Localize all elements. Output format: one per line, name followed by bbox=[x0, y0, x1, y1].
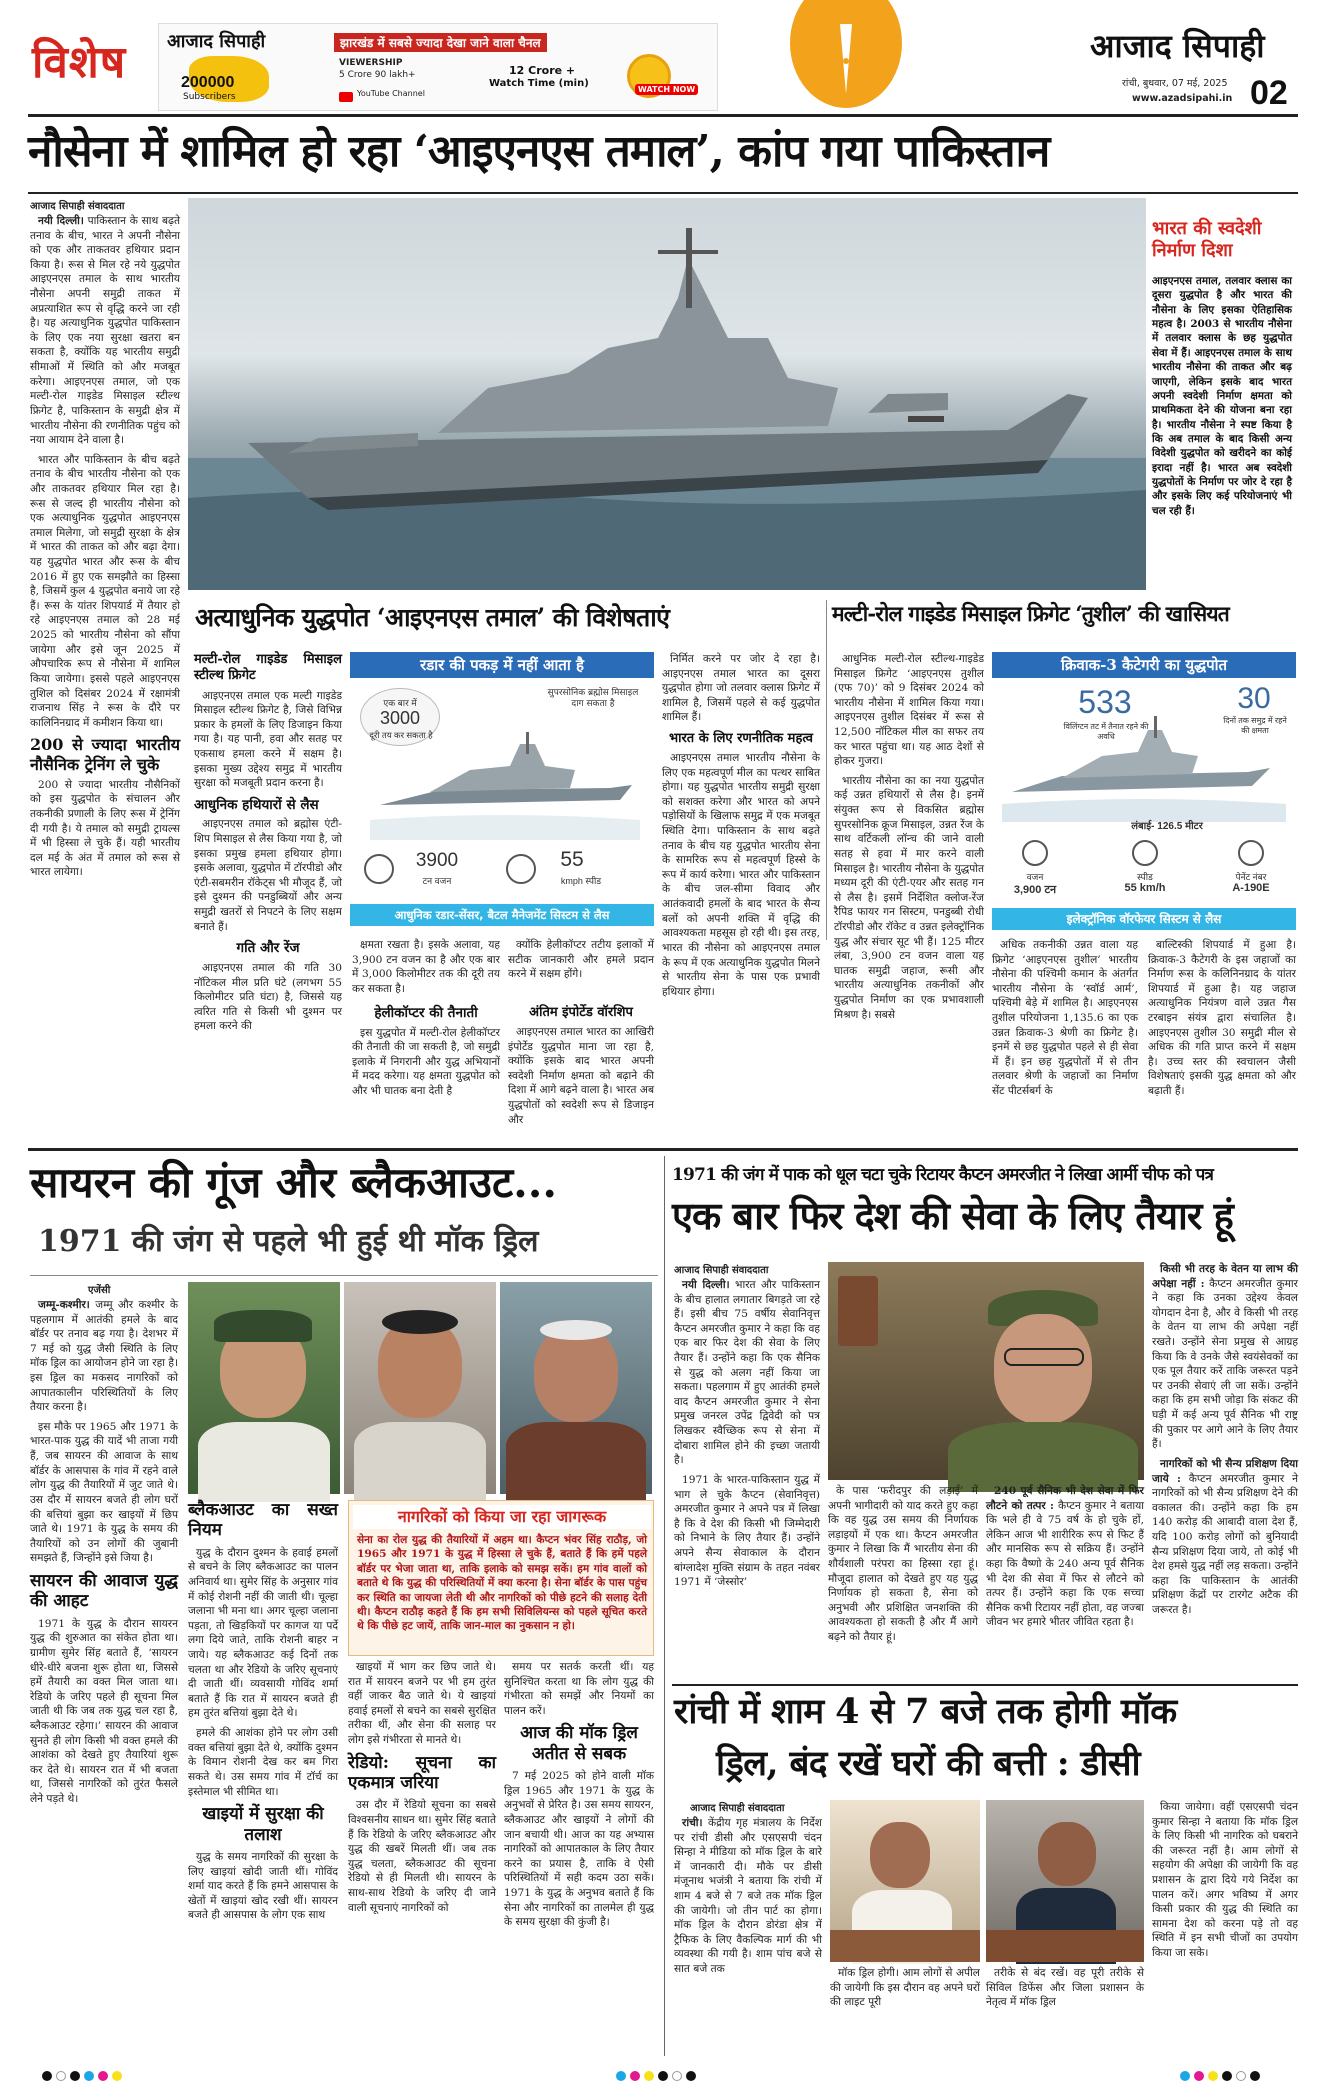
features-column-3b bbox=[508, 1004, 654, 1144]
features-right-title: मल्टी-रोल गाइडेड मिसाइल फ्रिगेट ‘तुशील’ की खासियत bbox=[832, 601, 1229, 626]
feature-paragraph: बाल्टिस्की शिपयार्ड में हुआ है। क्रिवाक-3 कैटेगरी के इस जहाजों का निर्माण रूस के कलिनिनग्राद के यांतर शिपयार्ड में हुआ है। यह जहाज अत्याधुनिक नियंत्रण वाले उन्नत गैस टरबाइन संयंत्र द्वारा संचालित है। आइएनएस तुशील 30 समुद्री मील से अधिक की गति प्राप्त करने में सक्षम है। उच्च स्तर की स्वचालन जैसी विशेषताएं इसकी युद्ध क्षमता को और बढ़ाती हैं। bbox=[1148, 939, 1296, 1098]
ranchi-paragraph: तरीके से बंद रखें। वह पूरी तरीके से सिविल डिफेंस और जिला प्रशासन के नेतृत्व में मॉक ड्रिल bbox=[986, 1967, 1144, 2009]
ranchi-column-1 bbox=[674, 1816, 822, 2060]
range-value: 3000 bbox=[379, 708, 421, 728]
awareness-box-title: नागरिकों को किया जा रहा जागरूक bbox=[353, 1505, 651, 1529]
ranchi-paragraph: किया जायेगा। वहीं एसएसपी चंदन कुमार सिन्हा ने बताया कि मॉक ड्रिल के लिए किसी भी नागरिक को घबराने की जरूरत नहीं है। आम लोगों से सहयोग की अपेक्षा की जायेगी कि वह प्रशासन के द्वारा दिये गये निर्देश का पालन करें। अगर भविष्य में अगर किसी प्रकार की युद्ध की स्थिति का सामना देश को करना पड़े तो वह स्थिति में इन सभी चीजों का उपयोग किया जा सके। bbox=[1152, 1801, 1298, 1960]
ranchi-paragraph: केंद्रीय गृह मंत्रालय के निर्देश पर रांची डीसी और एसएसपी चंदन सिन्हा ने मीडिया को मॉक ड्रिल के बारे में जानकारी दी। मौके पर डीसी मंजूनाथ भजंत्री ने बताया कि रांची में शाम 4 बजे से 7 बजे तक मॉक ड्रिल की जायेगी। जो तीन पार्ट का होगा। मॉक ड्रिल के दौरान डोरंडा क्षेत्र में ट्रैफिक के लिए वैकल्पिक मार्ग की भी व्यवस्था की गयी है। शाम पांच बजे से सात बजे तक bbox=[674, 1817, 822, 1976]
captain-column-3 bbox=[986, 1484, 1144, 1680]
features-column-7 bbox=[1148, 938, 1296, 1142]
captain-headline: एक बार फिर देश की सेवा के लिए तैयार हूं bbox=[672, 1193, 1233, 1238]
magenta-dot bbox=[630, 2071, 640, 2081]
krivak-sea-value: 30 bbox=[1237, 682, 1271, 715]
krivak-pennant-label: पेनेंट नंबर bbox=[1235, 872, 1267, 882]
captain-column-1 bbox=[674, 1278, 820, 1678]
features-left-title: अत्याधुनिक युद्धपोत ‘आइएनएस तमाल’ की विशेषताएं bbox=[195, 603, 670, 632]
ins-tamal-ship-photo bbox=[188, 198, 1146, 590]
section-divider-vertical bbox=[664, 1156, 665, 2056]
krivak-pennant-icon bbox=[1238, 840, 1264, 866]
captain-amarjeet-photo bbox=[828, 1262, 1144, 1480]
feature-paragraph: आइएनएस तमाल को ब्रह्मोस एंटी-शिप मिसाइल से लैस किया गया है, जो इसका प्रमुख हमला हथियार होगा। इसके अलावा, युद्धपोत में टॉरपीडो और एंटी-सबमरीन रॉकेट्स भी मौजूद हैं, जो इसे दुश्मन की पनडुब्बियों और अन्य समुद्री खतरों से निपटने के लिए सक्षम बनाते हैं। bbox=[194, 818, 342, 933]
white-dot bbox=[56, 2071, 66, 2081]
page-number: 02 bbox=[1250, 74, 1296, 114]
ad-brand: आजाद सिपाही bbox=[167, 31, 266, 52]
dc-press-photo bbox=[830, 1800, 980, 1962]
black-dot bbox=[1250, 2071, 1260, 2081]
captain-subhead: किसी भी तरह के वेतन या लाभ की अपेक्षा नहीं : bbox=[1152, 1263, 1298, 1290]
black-dot bbox=[686, 2071, 696, 2081]
features-column-6 bbox=[992, 938, 1138, 1142]
drill-paragraph: 7 मई 2025 को होने वाली मॉक ड्रिल 1965 और 1971 के युद्ध के अनुभवों से प्रेरित है। उस समय सायरन, ब्लैकआउट और खाइयों ने लोगों की जान बचायी थी। आज का यह अभ्यास नागरिकों को आपातकाल के लिए तैयार करने का प्रयास है, ताकि वे ऐसी परिस्थितियों में सही कदम उठा सकें। 1971 के युद्ध के अनुभव बताते हैं कि सेना और नागरिकों का तालमेल ही युद्ध के समय सुरक्षा की कुंजी है। bbox=[504, 1770, 654, 1929]
drill-paragraph: खाइयों में भाग कर छिप जाते थे। रात में सायरन बजने पर भी हम तुरंत वहीं जाकर बैठ जाते थे। ये खाइयां हवाई हमलों से बचने का सबसे सुरक्षित तरीका थीं, और सेना की सलाह पर लोग इसे गंभीरता से मानते थे। bbox=[348, 1661, 496, 1747]
sidebar-title: भारत की स्वदेशी निर्माण दिशा bbox=[1152, 218, 1262, 261]
lead-headline: नौसेना में शामिल हो रहा ‘आइएनएस तमाल’, कांप गया पाकिस्तान bbox=[28, 126, 1050, 177]
watchtime-value: 12 Crore + bbox=[509, 64, 576, 77]
dateline-place: जम्मू-कश्मीर। bbox=[38, 1299, 90, 1311]
drill-column-4 bbox=[504, 1660, 654, 2058]
features-column-2 bbox=[352, 938, 500, 1000]
frigate-graphic bbox=[370, 730, 640, 840]
krivak-length: लंबाई- 126.5 मीटर bbox=[1131, 821, 1203, 832]
krivak-weight-value: 3,900 टन bbox=[1013, 884, 1057, 896]
black-dot bbox=[1222, 2071, 1232, 2081]
viewership-value: 5 Crore 90 lakh+ bbox=[339, 70, 416, 80]
masthead: आजाद सिपाही bbox=[1090, 27, 1265, 65]
krivak-speed-value: 55 km/h bbox=[1124, 882, 1166, 894]
feature-paragraph: क्योंकि हेलीकॉप्टर तटीय इलाकों में सटीक जानकारी और हमले प्रदान करने में सक्षम होंगे। bbox=[508, 939, 654, 981]
drill-column-3 bbox=[348, 1660, 496, 2058]
drill-column-1 bbox=[30, 1298, 178, 2058]
drill-headline: सायरन की गूंज और ब्लैकआउट... bbox=[30, 1158, 557, 1207]
feature-paragraph: आइएनएस तमाल की गति 30 नॉटिकल मील प्रति घंटे (लगभग 55 किलोमीटर प्रति घंटा) है, जिससे यह त्वरित गति से किसी भी दुश्मन पर हमला करने की bbox=[194, 961, 342, 1033]
lead-paragraph: 200 से ज्यादा भारतीय नौसैनिकों को इस युद्धपोत के संचालन और तकनीकी प्रणाली के लिए रूस में ट्रेनिंग दी गयी है। ये तमाल को समुद्री ट्रायल्स में भी हिस्सा ले चुके हैं। यही भारतीय दल मई के अंत में तमाल को रूस से भारत लायेगा। bbox=[30, 778, 180, 879]
range-once: एक बार में bbox=[383, 698, 417, 708]
drill-subhead-5: आज की मॉक ड्रिल अतीत से सबक bbox=[520, 1723, 638, 1764]
registration-marks-center bbox=[616, 2066, 700, 2085]
feature-paragraph: आइएनएस तमाल भारतीय नौसेना के लिए एक महत्वपूर्ण मील का पत्थर साबित होगा। यह युद्धपोत भारतीय समुद्री सुरक्षा को सशक्त करेगा और भारत को अपने पड़ोसियों के खिलाफ समुद्र में एक मजबूत स्थिति देगा। पाकिस्तान के साथ बढ़ते तनाव के बीच यह युद्धपोत भारतीय सेना के सामरिक रूप से महत्वपूर्ण हिस्से के रूप में कार्य करेगा। भारत और पाकिस्तान के बीच जल-सीमा विवाद और आतंकवादी हमलों के बाद भारत के सैन्य बलों को अपनी शक्ति में वृद्धि की आवश्यकता महसूस हो रही थी। इस तरह, भारत की नौसेना को आइएनएस तमाल के रूप में एक अत्याधुनिक युद्धपोत मिलने से भारतीय सेना के पास एक प्रभावी हथियार होगा। bbox=[662, 751, 820, 998]
drill-paragraph: युद्ध के समय नागरिकों की सुरक्षा के लिए खाइयां खोदी जाती थीं। गोविंद शर्मा याद करते हैं कि हमने आसपास के खेतों में खाइयां खोद रखी थीं। सायरन बजते ही आसपास के लोग एक साथ bbox=[188, 1850, 338, 1922]
missile-note: सुपरसोनिक ब्रह्मोस मिसाइल दाग सकता है bbox=[547, 688, 639, 710]
weight-unit: टन वजन bbox=[422, 876, 452, 886]
features-column-5 bbox=[834, 652, 984, 1142]
drill-paragraph: उस दौर में रेडियो सूचना का सबसे विश्वसनीय साधन था। सुमेर सिंह बताते हैं कि रेडियो के जरिए ब्लैकआउट और युद्ध की खबरें मिलती थीं। जब तक युद्ध चलता, ब्लैकआउट की सूचना रेडियो से ही मिलती थी। सायरन के साथ-साथ रेडियो के जरिए दी जाने वाली सूचनाएं नागरिकों को bbox=[348, 1799, 496, 1914]
weight-value: 3900 bbox=[415, 850, 459, 871]
feature-paragraph: इस युद्धपोत में मल्टी-रोल हेलीकॉप्टर की तैनाती की जा सकती है, जो समुद्री इलाके में निगरानी और युद्ध अभियानों में मदद करेगा। यह क्षमता युद्धपोत को और भी घातक बना देती है bbox=[352, 1026, 500, 1098]
ranchi-paragraph: मॉक ड्रिल होगी। आम लोगों से अपील की जायेगी कि इस दौरान वह अपने घरों की लाइट पूरी bbox=[830, 1967, 980, 2009]
ssp-press-photo bbox=[986, 1800, 1144, 1962]
feature-subhead: आधुनिक हथियारों से लैस bbox=[194, 796, 319, 813]
cyan-dot bbox=[1180, 2071, 1190, 2081]
drill-agency: एजेंसी bbox=[88, 1285, 111, 1296]
ranchi-column-4 bbox=[1152, 1800, 1298, 2058]
captain-kicker: 1971 की जंग में पाक को धूल चटा चुके रिटायर कैप्टन अमरजीत ने लिखा आर्मी चीफ को पत्र bbox=[672, 1165, 1214, 1185]
features-column-4 bbox=[662, 652, 820, 1142]
captain-paragraph: कैप्टन अमरजीत कुमार ने नागरिकों को भी सैन्य प्रशिक्षण देने की वकालत की। उन्होंने कहा कि हम 140 करोड़ की आबादी वाला देश हैं, यदि 100 करोड़ लोगों को बुनियादी सैन्य प्रशिक्षण दिया जाये, तो कोई भी देश हमसे युद्ध नहीं लड़ सकता। उन्होंने कहा कि पाकिस्तान के आतंकी प्रशिक्षण केंद्रों पर टारगेट अटैक की जरूरत है। bbox=[1152, 1472, 1298, 1617]
krivak-banner: क्रिवाक-3 कैटेगरी का युद्धपोत bbox=[992, 652, 1296, 678]
viewership-label: VIEWERSHIP bbox=[339, 58, 403, 68]
drill-subhead-3: खाइयों में सुरक्षा की तलाश bbox=[202, 1804, 324, 1845]
drill-rule bbox=[30, 1275, 658, 1276]
website: www.azadsipahi.in bbox=[1132, 93, 1233, 104]
black-dot bbox=[42, 2071, 52, 2081]
subscriber-count: 200000 bbox=[181, 74, 235, 91]
drill-subhead: 1971 की जंग से पहले भी हुई थी मॉक ड्रिल bbox=[38, 1224, 539, 1259]
lead-paragraph: पाकिस्तान के साथ बढ़ते तनाव के बीच, भारत ने अपनी नौसेना को एक और ताकतवर हथियार प्रदान किया है। रूस से मिल रहे नये युद्धपोत आइएनएस तमाल के साथ भारतीय नौसेना अपनी समुद्री ताकत में अप्रत्याशित रूप से वृद्धि करने जा रही है। यह अत्याधुनिक युद्धपोत पाकिस्तान के लिए एक नया सुरक्षा खतरा बन सकता है, क्योंकि यह भारतीय समुद्री सीमाओं में स्थिति को और मजबूत करेगा। आइएनएस तमाल, जो एक मल्टी-रोल गाइडेड मिसाइल स्टील्थ फ्रिगेट है, पाकिस्तान के समुद्री क्षेत्र में भारतीय नौसेना की रणनीतिक पहुंच को नया आयाम देने वाला है। bbox=[30, 215, 181, 447]
feature-paragraph: क्षमता रखता है। इसके अलावा, यह 3,900 टन वजन का है और एक बार में 3,000 किलोमीटर तक की दूरी तय कर सकता है। bbox=[352, 939, 500, 995]
feature-subhead: मल्टी-रोल गाइडेड मिसाइल स्टील्थ फ्रिगेट bbox=[194, 652, 342, 684]
captain-paragraph: कैप्टन अमरजीत कुमार ने कहा कि उनका उद्देश्य केवल योगदान देना है, और वे किसी भी तरह के वेतन या लाभ की अपेक्षा नहीं रखते। उन्होंने सेना प्रमुख से आग्रह किया कि वे उनके जैसे स्वयंसेवकों का एक पूल तैयार करें ताकि जरूरत पड़ने पर उनकी सेवाएं ली जा सकें। उन्होंने कहा कि हम सभी जोड़ा कि संकट की घड़ी में कई अन्य पूर्व सैनिक भी राष्ट्र की पुकार पर आगे आने के लिए तैयार हैं। bbox=[1152, 1277, 1298, 1451]
feature-subhead: अंतिम इंपोर्टेड वॉरशिप bbox=[529, 1005, 633, 1020]
krivak-days-value: 533 bbox=[1078, 684, 1132, 720]
krivak-speed-label: स्पीड bbox=[1137, 872, 1153, 882]
captain-subhead: नागरिकों को भी सैन्य प्रशिक्षण दिया जाये : bbox=[1152, 1457, 1298, 1485]
speed-icon bbox=[506, 854, 536, 884]
lead-column-1 bbox=[30, 214, 180, 944]
features-column-2b bbox=[352, 1004, 500, 1144]
feature-paragraph: आइएनएस तमाल एक मल्टी गाइडेड मिसाइल स्टील्थ फ्रिगेट है, जिसे विभिन्न प्रकार के हमलों के लिए डिजाइन किया गया है। यह पानी, हवा और सतह पर एकसाथ हमला करने में सक्षम है। इसका मुख्य उद्देश्य समुद्र में भारतीय सुरक्षा को मजबूती प्रदान करना है। bbox=[194, 689, 342, 790]
pen-nib-logo bbox=[786, 18, 906, 116]
captain-subhead: 240 पूर्व सैनिक भी देश सेवा में फिर लौटने को तत्पर : bbox=[986, 1485, 1144, 1512]
cyan-dot bbox=[84, 2071, 94, 2081]
range-text: दूरी तय कर सकता है bbox=[369, 730, 433, 740]
speed-value: 55 bbox=[560, 848, 584, 871]
veteran-photo-3 bbox=[500, 1282, 652, 1494]
drill-paragraph: हमले की आशंका होने पर लोग उसी वक्त बत्तियां बुझा देते थे, क्योंकि दुश्मन के विमान रोशनी देख कर बम गिरा सकते थे। उस समय गांव में टॉर्च का इस्तेमाल भी सीमित था। bbox=[188, 1727, 338, 1798]
krivak-bottom-banner: इलेक्ट्रॉनिक वॉरफेयर सिस्टम से लैस bbox=[992, 908, 1296, 930]
captain-byline: आजाद सिपाही संवाददाता bbox=[674, 1265, 769, 1276]
mid-page-rule bbox=[28, 1148, 1298, 1151]
features-column-1 bbox=[194, 652, 342, 1033]
dateline: रांची, बुधवार, 07 मई, 2025 bbox=[1122, 78, 1228, 89]
ranchi-byline: आजाद सिपाही संवाददाता bbox=[690, 1803, 785, 1814]
black-dot bbox=[658, 2071, 668, 2081]
drill-subhead-4: रेडियो: सूचना का एकमात्र जरिया bbox=[348, 1752, 496, 1794]
drill-paragraph: युद्ध के दौरान दुश्मन के हवाई हमलों से बचने के लिए ब्लैकआउट का पालन अनिवार्य था। सुमेर सिंह के अनुसार गांव में कोई रोशनी नहीं की जाती थी। चूल्हा जलाना भी मना था। अगर चूल्हा जलाना पड़ता, तो खिड़कियों पर कागज या पर्दे लगा दिये जाते, ताकि रोशनी बाहर न जाये। यह ब्लैकआउट कई दिनों तक चलता था और रेडियो के जरिए सूचनाएं दी जाती थीं। व्यवसायी गोविंद शर्मा बताते हैं कि रात में सायरन बजते ही हम तुरंत बत्तियां बुझा देते थे। bbox=[188, 1546, 338, 1720]
dateline-place: रांची। bbox=[682, 1817, 703, 1829]
feature-subhead: हेलीकॉप्टर की तैनाती bbox=[374, 1005, 478, 1021]
ranchi-column-3 bbox=[986, 1966, 1144, 2058]
captain-column-2 bbox=[828, 1484, 978, 1680]
lead-paragraph: भारत और पाकिस्तान के बीच बढ़ते तनाव के बीच भारतीय नौसेना को एक और ताकतवर हथियार मिल रहा है। रूस से जल्द ही भारतीय नौसेना को एक अत्याधुनिक युद्धपोत आइएनएस तमाल मिलेगा, जो समुद्री सुरक्षा के क्षेत्र में भारत की ताकत को और बढ़ा देगा। यह युद्धपोत भारत और रूस के बीच 2016 में हुए एक समझौते का हिस्सा है, जिसमें कुल 4 युद्धपोत बनाये जा रहे हैं। रूस के यांतर शिपयार्ड में तैयार हो रहे आइएनएस तमाल को 28 मई 2025 को भारतीय नौसेना को सौंपा जायेगा और इसे जून 2025 में औपचारिक रूप से नौसेना में शामिल किया जायेगा। इससे पहले आइएनएस तुशिल को दिसंबर 2024 में रक्षामंत्री राजनाथ सिंह ने रूस के दौरे पर कालिनिनग्राद में कमीशन किया था। bbox=[30, 453, 180, 729]
dateline-place: नयी दिल्ली। bbox=[682, 1279, 730, 1291]
subscriber-label: Subscribers bbox=[183, 92, 236, 102]
youtube-label: YouTube Channel bbox=[357, 89, 425, 98]
drill-paragraph: 1971 के युद्ध के दौरान सायरन युद्ध की शुरुआत का संकेत होता था। ग्रामीण सुमेर सिंह बताते हैं, ‘सायरन धीरे-धीरे बजना शुरू होता था, जिससे हमें तैयारी का वक्त मिल जाता था। रेडियो के जरिए पहले ही सूचना मिल जाती थी कि जब तक युद्ध चल रहा है, ब्लैकआउट रहेगा।’ सायरन की आवाज सुनते ही लोग किसी भी वक्त हमले की आशंका को देखते हुए तैयारियां शुरू कर देते थे। सायरन रात में भी बजता था, जिससे नागरिकों को तुरंत फैसले लेने पड़ते थे। bbox=[30, 1617, 178, 1806]
ranchi-rule bbox=[672, 1684, 1298, 1686]
ranchi-headline-line-2: ड्रिल, बंद रखें घरों की बत्ती : डीसी bbox=[716, 1743, 1140, 1784]
youtube-icon bbox=[339, 92, 353, 102]
feature-paragraph: आइएनएस तमाल भारत का आखिरी इंपोर्टेड युद्धपोत माना जा रहा है, क्योंकि इसके बाद भारत अपनी स्वदेशी निर्माण क्षमता को बढ़ाने की दिशा में आगे बढ़ने वाला है। भारत अब युद्धपोतों को स्वदेशी रूप से डिजाइन और bbox=[508, 1025, 654, 1126]
ranchi-column-2 bbox=[830, 1966, 980, 2058]
krivak-days-text: विलिंग्टन तट में तैनात रहने की अवधि bbox=[1063, 722, 1149, 741]
magenta-dot bbox=[98, 2071, 108, 2081]
feature-paragraph: आधुनिक मल्टी-रोल स्टील्थ-गाइडेड मिसाइल फ्रिगेट ‘आइएनएस तुशील (एफ 70)’ को 9 दिसंबर 2024 को भारतीय नौसेना में शामिल किया गया। आइएनएस तुशील दिसंबर में रूस से 12,500 नॉटिकल मील का सफर तय कर भारत पहुंचा था। यह आठ देशों से होकर गुजरा। bbox=[834, 653, 984, 768]
drill-paragraph: जम्मू और कश्मीर के पहलगाम में आतंकी हमले के बाद बॉर्डर पर तनाव बढ़ गया है। देशभर में 7 मई को युद्ध जैसी स्थिति के लिए मॉक ड्रिल का आयोजन होने जा रहा है। इस ड्रिल का मकसद नागरिकों को आपातकालीन परिस्थितियों के लिए तैयार करना है। bbox=[30, 1299, 179, 1414]
captain-column-4 bbox=[1152, 1262, 1298, 1680]
krivak-weight-icon bbox=[1022, 840, 1048, 866]
registration-marks-left bbox=[42, 2066, 126, 2085]
white-dot bbox=[672, 2071, 682, 2081]
white-dot bbox=[1236, 2071, 1246, 2081]
veteran-photo-2 bbox=[344, 1282, 496, 1494]
feature-subhead: भारत के लिए रणनीतिक महत्व bbox=[668, 731, 814, 747]
ad-tagline: झारखंड में सबसे ज्यादा देखा जाने वाला चैनल bbox=[334, 33, 547, 52]
captain-paragraph: 1971 के भारत-पाकिस्तान युद्ध में भाग ले चुके कैप्टन (सेवानिवृत्त) अमरजीत कुमार ने अपने पत्र में लिखा है कि वे देश की किसी भी जिम्मेदारी को निभाने के लिए तैयार हैं। उन्होंने अपने सैन्य सेवाकाल के दौरान बांग्लादेश मुक्ति संग्राम के तहत नवंबर 1971 में ‘जेस्सोर’ bbox=[674, 1473, 820, 1589]
features-divider bbox=[826, 600, 827, 940]
veteran-photo-1 bbox=[188, 1282, 340, 1494]
drill-column-2 bbox=[188, 1498, 338, 2058]
drill-paragraph: समय पर सतर्क करती थीं। यह सुनिश्चित करता था कि लोग युद्ध की गंभीरता को समझें और नियमों का पालन करें। bbox=[504, 1661, 654, 1717]
yellow-dot bbox=[1208, 2071, 1218, 2081]
feature-paragraph: अधिक तकनीकी उन्नत वाला यह फ्रिगेट ‘आइएनएस तुशील’ भारतीय नौसेना की पश्चिमी कमान के अंतर्गत भारतीय नौसेना के ‘स्वॉर्ड आर्म’, पश्चिमी बेड़े में शामिल है। आइएनएस तुशील परियोजना 1,135.6 का एक उन्नत क्रिवाक-3 श्रेणी का फ्रिगेट है। इनमें से छह युद्धपोत पहले से ही सेवा में हैं। इन छह युद्धपोतों में से तीन तलवार श्रेणी के जहाजों का निर्माण सेंट पीटर्सबर्ग के bbox=[992, 939, 1138, 1098]
drill-subhead-2: ब्लैकआउट का सख्त नियम bbox=[188, 1500, 338, 1541]
weight-icon bbox=[364, 854, 394, 884]
header-rule bbox=[28, 114, 1298, 117]
speed-unit: kmph स्पीड bbox=[560, 876, 602, 886]
krivak-infographic bbox=[992, 652, 1296, 934]
krivak-speed-icon bbox=[1132, 840, 1158, 866]
radar-infographic bbox=[350, 652, 654, 936]
awareness-box bbox=[348, 1500, 654, 1656]
captain-paragraph: भारत और पाकिस्तान के बीच हालात लगातार बिगड़ते जा रहे हैं। इसी बीच 75 वर्षीय सेवानिवृत्त कैप्टन अमरजीत कुमार ने कहा कि वह एक बार फिर देश की सेवा के लिए तैयार हैं। उन्होंने कहा कि एक सैनिक से युद्ध को अलग नहीं किया जा सकता। पहलगाम में हुए आतंकी हमले वाद कैप्टन अमरजीत कुमार ने सेना प्रमुख जनरल उपेंद्र द्विवेदी को पत्र लिखकर स्वैच्छिक रूप से सेना में दोबारा शामिल होने की इच्छा जतायी है। bbox=[674, 1279, 820, 1467]
drill-subhead-1: सायरन की आवाज युद्ध की आहट bbox=[30, 1570, 178, 1612]
captain-paragraph: के पास ‘फरीदपुर की लड़ाई’ में अपनी भागीदारी को याद करते हुए कहा कि वह युद्ध उस समय की निर्णायक लड़ाइयों में एक था। कैप्टन अमरजीत कुमार ने लिखा कि मैं भारतीय सेना की शौर्यशाली परंपरा का हिस्सा रहा हूं। मौजूदा हालात को देखते हुए यह युद्ध निर्णायक हो सकता है, सेना को अनुभवी और प्रशिक्षित जनशक्ति की आवश्यकता हो सकती है और मैं आगे बढ़ने को तैयार हूं। bbox=[828, 1485, 978, 1644]
features-column-3 bbox=[508, 938, 654, 1000]
dateline-place: नयी दिल्ली। bbox=[38, 215, 84, 227]
radar-bottom-banner: आधुनिक रडार-सेंसर, बैटल मैनेजमेंट सिस्टम से लैस bbox=[350, 904, 654, 926]
feature-subhead: गति और रेंज bbox=[236, 940, 300, 957]
yellow-dot bbox=[112, 2071, 122, 2081]
captain-paragraph: कैप्टन कुमार ने बताया कि भले ही वे 75 वर्ष के हो चुके हों, लेकिन आज भी शारीरिक रूप से फिट हैं और मानसिक रूप से सक्रिय हैं। उन्होंने कहा कि वैष्णो के 240 अन्य पूर्व सैनिक भी देश की सेवा में फिर से लौटने को तत्पर हैं। उन्होंने कहा कि एक सच्चा सैनिक कभी रिटायर नहीं होता, वह जज्बा जीवन भर हमारे भीतर जीवित रहता है। bbox=[986, 1499, 1145, 1629]
ranchi-headline-line-1: रांची में शाम 4 से 7 बजे तक होगी मॉक bbox=[674, 1691, 1177, 1732]
drill-paragraph: इस मौके पर 1965 और 1971 के भारत-पाक युद्ध की यादें भी ताजा गयी हैं, जब सायरन की आवाज के साथ बॉर्डर के आसपास के गांव में रहने वाले लोग युद्ध की तैयारियों में जुट जाते थे। उस दौर में सायरन बजते ही लोग घरों की बत्तियां बुझा कर खाइयों में छिप जाते थे। 1971 के युद्ध के समय की तैयारियों को उन लोगों की जुबानी समझते हैं, जिन्होंने इसे जिया है। bbox=[30, 1420, 178, 1565]
cyan-dot bbox=[616, 2071, 626, 2081]
black-dot bbox=[70, 2071, 80, 2081]
feature-paragraph: निर्मित करने पर जोर दे रहा है। आइएनएस तमाल भारत का दूसरा युद्धपोत होगा जो तलवार क्लास फ्रिगेट में शामिल है, जिसमें पहले से कई युद्धपोत शामिल हैं। bbox=[662, 653, 820, 724]
sidebar-text: आइएनएस तमाल, तलवार क्लास का दूसरा युद्धपोत है और भारत की नौसेना के लिए इसका ऐतिहासिक महत्व है। 2003 से भारतीय नौसेना में तलवार क्लास के छह युद्धपोत सेवा में हैं। आइएनएस तमाल के साथ भारतीय नौसेना की ताकत और बढ़ जाएगी, लेकिन इसके बाद भारत अपनी स्वदेशी निर्माण क्षमता को प्राथमिकता देने की योजना बना रहा है। भारतीय नौसेना ने स्पष्ट किया है कि अब तमाल के बाद किसी अन्य विदेशी युद्धपोत को खरीदने का कोई इरादा नहीं है। भारत अब स्वदेशी युद्धपोतों के निर्माण पर जोर दे रहा है और इसके लिए कई परियोजनाएं भी चल रही हैं। bbox=[1152, 275, 1292, 517]
registration-marks-right bbox=[1180, 2066, 1264, 2085]
lead-rule bbox=[28, 192, 1298, 194]
watch-now-badge[interactable]: WATCH NOW bbox=[635, 84, 698, 95]
yellow-dot bbox=[644, 2071, 654, 2081]
awareness-box-text: सेना का रोल युद्ध की तैयारियों में अहम था। कैप्टन भंवर सिंह राठौड़, जो 1965 और 1971 के युद्ध में हिस्सा ले चुके हैं, बताते हैं कि हमें पहले बॉर्डर पर भेजा जाता था, ताकि इलाके को समझ सकें। हम गांव वालों को बताते थे कि युद्ध की परिस्थितियों में क्या करना है। सेना बॉर्डर के पास पहुंच कर स्थिति का जायजा लेती थी और नागरिकों को पीछे हटने की सलाह देती थी। कैप्टन राठौड़ कहते हैं कि हम सभी सिविलियन्स को पहले सूचित करते थे कि पीछे हट जायें, ताकि जान-माल का नुकसान न हो। bbox=[357, 1534, 647, 1633]
feature-paragraph: भारतीय नौसेना का का नया युद्धपोत कई उन्नत हथियारों से लैस है। इनमें संयुक्त रूप से विकसित ब्रह्मोस सुपरसोनिक क्रूज मिसाइल, उन्नत रेंज के साथ वर्टिकली लॉन्च की जाने वाली सतह से हवा में मार करने वाली मिसाइल है। भारतीय नौसेना के युद्धपोत मध्यम दूरी की एंटी-एयर और सतह गन से लैस है। इसमें निर्देशित क्लोज-रेंज रैपिड फायर गन सिस्टम, पनडुब्बी रोधी टॉरपीडो और रॉकेट व उन्नत इलेक्ट्रॉनिक युद्ध और संचार सूट भी हैं। 125 मीटर लंबा, 3,900 टन वजन वाला यह घातक समुद्री जहाज, रूसी और भारतीय अत्याधुनिक तकनीकों और युद्धपोत निर्माण का एक प्रभावशाली मिश्रण है। सबसे bbox=[834, 774, 984, 1021]
watchtime-label: Watch Time (min) bbox=[489, 78, 589, 89]
magenta-dot bbox=[1194, 2071, 1204, 2081]
section-label: विशेष bbox=[32, 37, 127, 88]
lead-subhead: 200 से ज्यादा भारतीय नौसैनिक ट्रेनिंग ले चुके bbox=[30, 735, 180, 774]
krivak-weight-label: वजन bbox=[1026, 872, 1044, 882]
page-header bbox=[28, 18, 1298, 116]
channel-ad-banner[interactable] bbox=[158, 23, 718, 111]
krivak-sea-text: दिनों तक समुद्र में रहने की क्षमता bbox=[1223, 716, 1287, 735]
krivak-pennant-value: A-190E bbox=[1232, 882, 1270, 894]
radar-banner: रडार की पकड़ में नहीं आता है bbox=[350, 652, 654, 678]
lead-byline: आजाद सिपाही संवाददाता bbox=[30, 201, 125, 212]
